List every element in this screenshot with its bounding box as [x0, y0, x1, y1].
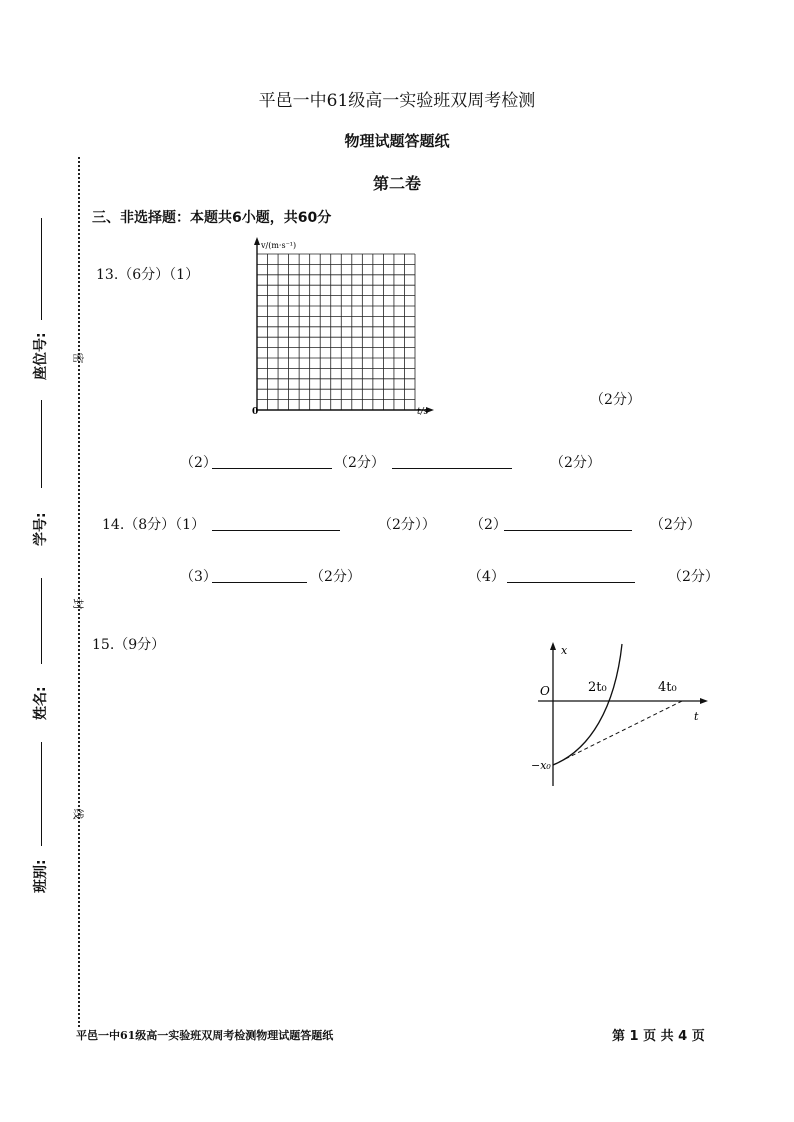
q15-xt-graph	[520, 638, 720, 788]
q13-part2-score-a: （2分）	[334, 455, 385, 471]
q13-x-axis-label: t/s	[417, 407, 429, 417]
q15-dashed-line	[553, 701, 682, 765]
q13-origin-label: 0	[252, 407, 259, 417]
seat-number-line	[41, 218, 42, 320]
q14-p3-score: （2分）	[310, 569, 361, 585]
section-heading: 三、非选择题：本题共6小题，共60分	[92, 210, 332, 226]
q14-label: 14.（8分）（1）	[102, 517, 206, 533]
q14-p4-answer[interactable]	[507, 566, 635, 583]
q15-y-label: x	[561, 644, 568, 657]
name-label: 姓名:	[33, 686, 49, 720]
exam-subtitle: 物理试题答题纸	[344, 132, 450, 150]
q14-p3-answer[interactable]	[212, 566, 307, 583]
q13-vt-grid[interactable]	[248, 236, 438, 421]
q14-p2-label: （2）	[470, 517, 507, 533]
q13-part2-answer-b[interactable]	[392, 452, 512, 469]
q15-label: 15.（9分）	[92, 637, 166, 653]
cut-mark-mi: 密	[71, 352, 85, 364]
footer-title: 平邑一中61级高一实验班双周考检测物理试题答题纸	[76, 1029, 334, 1042]
class-label: 班别:	[33, 859, 49, 893]
q15-t-arrow-icon	[700, 698, 708, 704]
q14-p2-score: （2分）	[650, 517, 701, 533]
q13-y-axis-label: v/(m·s⁻¹)	[261, 241, 297, 250]
q15-t-label: t	[694, 710, 699, 723]
exam-title: 平邑一中61级高一实验班双周考检测	[258, 91, 536, 111]
q13-y-arrow-icon	[254, 237, 260, 245]
q14-p2-answer[interactable]	[504, 514, 632, 531]
q14-p3-label: （3）	[180, 569, 217, 585]
page-indicator: 第 1 页 共 4 页	[612, 1029, 705, 1044]
cut-mark-xian: 线	[71, 808, 85, 820]
q14-p4-label: （4）	[468, 569, 505, 585]
q14-p1-score: （2分））	[378, 517, 436, 533]
cut-mark-feng: 封	[71, 598, 85, 610]
q15-curve	[553, 644, 622, 765]
q13-label: 13.（6分）（1）	[96, 267, 200, 283]
q15-origin: O	[540, 684, 550, 698]
seat-number-label: 座位号:	[33, 332, 49, 380]
binding-dotted-line	[78, 157, 80, 1027]
q15-mark-4t0: 4t₀	[658, 680, 677, 695]
class-line	[41, 742, 42, 846]
q13-part2-label: （2）	[180, 455, 217, 471]
student-id-line	[41, 400, 42, 488]
student-id-label: 学号:	[33, 512, 49, 546]
q14-p1-answer[interactable]	[212, 514, 340, 531]
volume-title: 第二卷	[372, 174, 421, 193]
q14-p4-score: （2分）	[668, 569, 719, 585]
q15-mark-2t0: 2t₀	[588, 680, 607, 695]
q15-y-arrow-icon	[550, 642, 556, 650]
name-line	[41, 578, 42, 664]
q13-part1-score: （2分）	[590, 392, 641, 408]
q13-part2-score-b: （2分）	[550, 455, 601, 471]
q15-neg-x0: −x₀	[531, 759, 551, 772]
q13-part2-answer-a[interactable]	[212, 452, 332, 469]
